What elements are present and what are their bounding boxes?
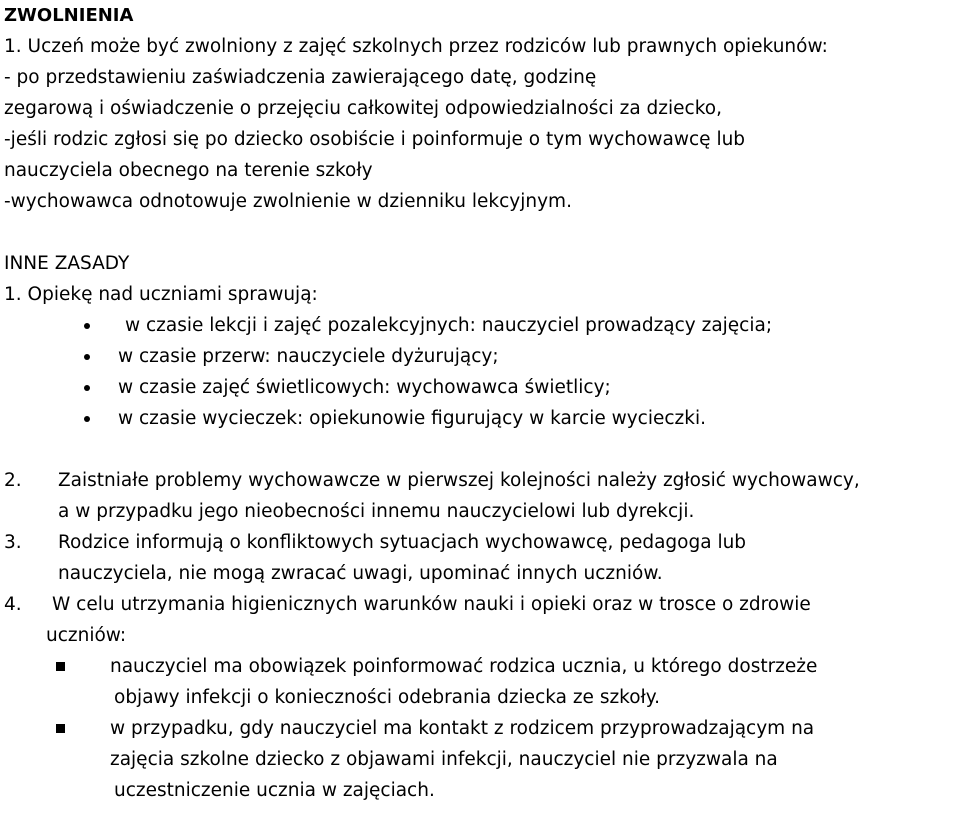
list-item-text: w czasie lekcji i zajęć pozalekcyjnych: nauczyciel prowadzący zajęcia; (125, 315, 773, 336)
section-title-zwolnienia: ZWOLNIENIA (4, 5, 134, 26)
numbered-item-continuation (4, 558, 954, 589)
bullet-dot-icon (84, 385, 90, 391)
numbered-item (4, 589, 954, 620)
list-item-text: w czasie przerw: nauczyciele dyżurujący; (118, 346, 499, 367)
item-text-line: Zaistniałe problemy wychowawcze w pierwszej kolejności należy zgłosić wychowawcy, (58, 470, 860, 491)
bullet-dot-icon (84, 354, 90, 360)
section-heading-inne-zasady: INNE ZASADY (4, 253, 130, 274)
sub-list-item-continuation (4, 744, 954, 775)
numbered-item-continuation (4, 496, 954, 527)
list-item (4, 403, 954, 434)
item-text-line: a w przypadku jego nieobecności innemu nauczycielowi lub dyrekcji. (58, 501, 695, 522)
item-text-line: W celu utrzymania higienicznych warunków nauki i opieki oraz w trosce o zdrowie (52, 594, 811, 615)
item-number: 2. (4, 470, 22, 491)
item-number: 4. (4, 594, 22, 615)
spacer (4, 434, 954, 465)
paragraph-line: nauczyciela obecnego na terenie szkoły (4, 160, 373, 181)
document-page (4, 0, 954, 806)
bullet-square-icon (56, 662, 65, 671)
spacer (4, 217, 954, 248)
sub-list-item (4, 651, 954, 682)
bullet-dot-icon (84, 416, 90, 422)
paragraph-line: -jeśli rodzic zgłosi się po dziecko osobiście i poinformuje o tym wychowawcę lub (4, 129, 746, 150)
item-text-line: nauczyciela, nie mogą zwracać uwagi, upominać innych uczniów. (58, 563, 663, 584)
list-intro: 1. Opiekę nad uczniami sprawują: (4, 284, 318, 305)
bullet-dot-icon (84, 323, 90, 329)
sub-list-item-continuation (4, 775, 954, 806)
paragraph-line: zegarową i oświadczenie o przejęciu całkowitej odpowiedzialności za dziecko, (4, 98, 722, 119)
numbered-item (4, 465, 954, 496)
paragraph-line: - po przedstawieniu zaświadczenia zawierającego datę, godzinę (4, 67, 597, 88)
item-text-line: Rodzice informują o konfliktowych sytuacjach wychowawcę, pedagoga lub (58, 532, 747, 553)
sub-item-text-line: zajęcia szkolne dziecko z objawami infekcji, nauczyciel nie przyzwala na (110, 749, 778, 770)
sub-list-item-continuation (4, 682, 954, 713)
item-text-line: uczniów: (46, 625, 127, 646)
item-number: 3. (4, 532, 22, 553)
list-item (4, 341, 954, 372)
list-item (4, 310, 954, 341)
sub-item-text-line: objawy infekcji o konieczności odebrania dziecka ze szkoły. (114, 687, 660, 708)
sub-list-item (4, 713, 954, 744)
sub-item-text-line: w przypadku, gdy nauczyciel ma kontakt z rodzicem przyprowadzającym na (110, 718, 815, 739)
list-item (4, 372, 954, 403)
list-item-text: w czasie zajęć świetlicowych: wychowawca świetlicy; (118, 377, 611, 398)
numbered-item (4, 527, 954, 558)
bullet-square-icon (56, 724, 65, 733)
sub-item-text-line: uczestniczenie ucznia w zajęciach. (114, 780, 435, 801)
numbered-item-continuation (4, 620, 954, 651)
sub-item-text-line: nauczyciel ma obowiązek poinformować rodzica ucznia, u którego dostrzeże (110, 656, 818, 677)
paragraph-line: 1. Uczeń może być zwolniony z zajęć szkolnych przez rodziców lub prawnych opiekunów: (4, 36, 828, 57)
list-item-text: w czasie wycieczek: opiekunowie figurujący w karcie wycieczki. (118, 408, 706, 429)
paragraph-line: -wychowawca odnotowuje zwolnienie w dzienniku lekcyjnym. (4, 191, 572, 212)
